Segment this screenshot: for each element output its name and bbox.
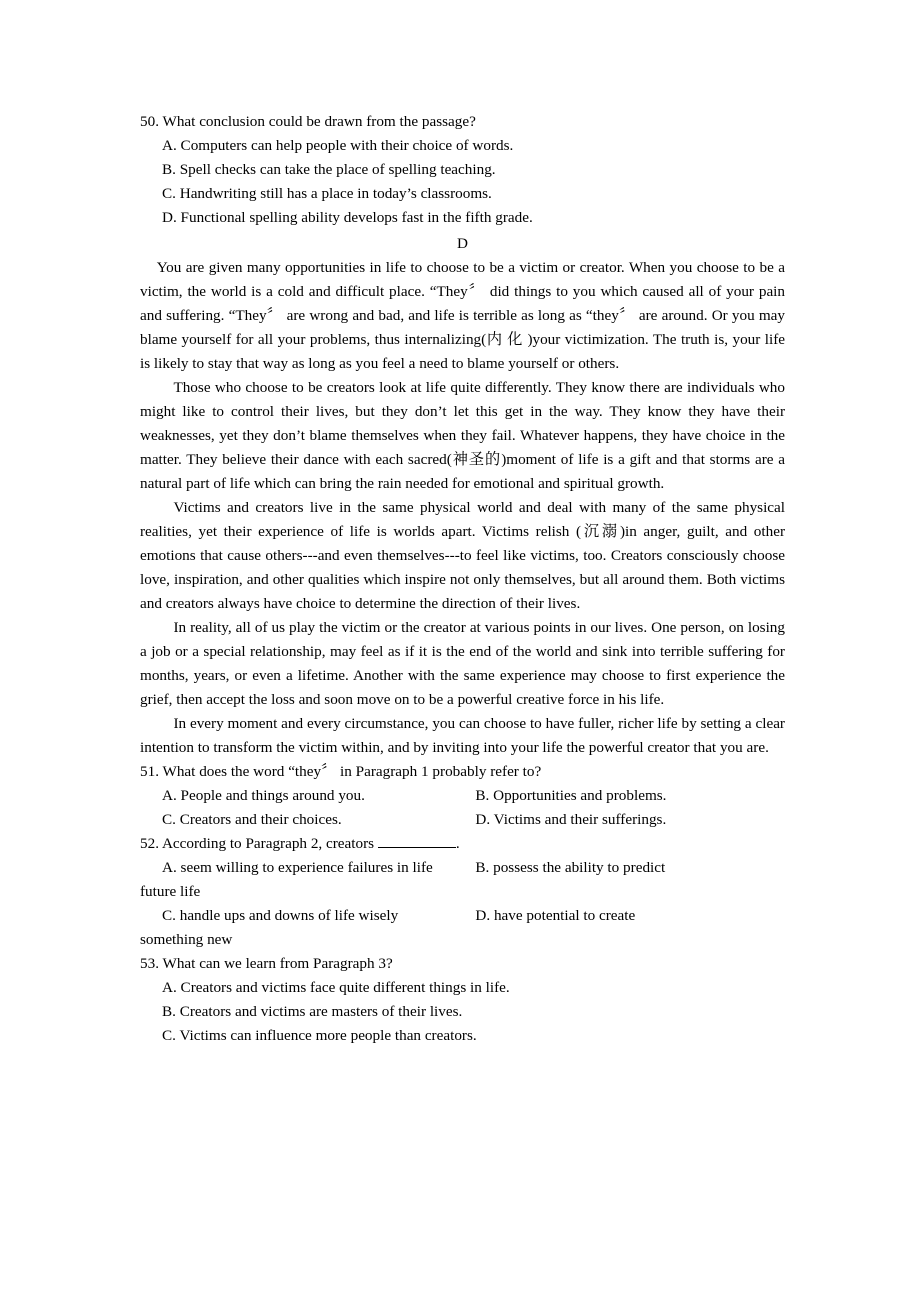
question-52-option-b-wrap: future life	[140, 883, 201, 900]
question-50-stem: 50. What conclusion could be drawn from the passage?	[140, 113, 476, 130]
question-51-row-2	[140, 808, 785, 832]
question-52-option-d-wrap: something new	[140, 931, 233, 948]
question-52-option-d: D. have potential to create	[475, 907, 636, 924]
question-52-stem	[140, 832, 785, 856]
question-52-row-1	[140, 856, 785, 880]
question-53-option-b: B. Creators and victims are masters of their lives.	[162, 1003, 463, 1020]
question-53-option-c: C. Victims can influence more people than creators.	[162, 1027, 477, 1044]
question-51-option-c: C. Creators and their choices.	[162, 811, 342, 828]
passage-paragraph-5: In every moment and every circumstance, you can choose to have fuller, richer life by setting a clear intention to transform the victim within, and by inviting into your life the powerful creator that you are.	[140, 715, 785, 756]
page-content	[140, 110, 785, 1048]
question-51-option-b: B. Opportunities and problems.	[475, 787, 667, 804]
passage-paragraph-4: In reality, all of us play the victim or the creator at various points in our lives. One person, on losing a job or a special relationship, may feel as if it is the end of the world and sink into terrible suffering for months, years, or even a lifetime. Another with the same experience may choose to first experience the grief, then accept the loss and soon move on to be a powerful creative force in his life.	[140, 619, 785, 708]
question-51-option-a: A. People and things around you.	[162, 787, 365, 804]
question-52-blank	[378, 847, 456, 848]
question-52-option-b: B. possess the ability to predict	[475, 859, 666, 876]
question-51-row-1	[140, 784, 785, 808]
question-51-option-d: D. Victims and their sufferings.	[475, 811, 667, 828]
question-52-stem-text: 52. According to Paragraph 2, creators	[140, 835, 378, 852]
question-51-stem: 51. What does the word “they〞 in Paragraph 1 probably refer to?	[140, 763, 542, 780]
question-50-option-b: B. Spell checks can take the place of spelling teaching.	[162, 161, 496, 178]
question-52-row-2	[140, 904, 785, 928]
passage-paragraph-1: You are given many opportunities in life to choose to be a victim or creator. When you choose to be a victim, the world is a cold and difficult place. “They〞 did things to you which caused all of your pain and suffering. “They〞 are wrong and bad, and life is terrible as long as “they〞 are around. Or you may blame yourself for all your problems, thus internalizing(内 化 )your victimization. The truth is, your life is likely to stay that way as long as you feel a need to blame yourself or others.	[140, 259, 785, 372]
question-50-option-d: D. Functional spelling ability develops fast in the fifth grade.	[162, 209, 533, 226]
question-53-option-a: A. Creators and victims face quite different things in life.	[162, 979, 510, 996]
section-letter-d: D	[457, 235, 468, 252]
question-52-option-c: C. handle ups and downs of life wisely	[162, 907, 399, 924]
question-52-option-a: A. seem willing to experience failures in life	[162, 859, 433, 876]
question-50-option-a: A. Computers can help people with their choice of words.	[162, 137, 514, 154]
question-53-stem: 53. What can we learn from Paragraph 3?	[140, 955, 393, 972]
passage-paragraph-3: Victims and creators live in the same physical world and deal with many of the same physical realities, yet their experience of life is worlds apart. Victims relish (沉溺)in anger, guilt, and other emotions that cause others---and even themselves---to feel like victims, too. Creators consciously choose love, inspiration, and other qualities which inspire not only themselves, but all around them. Both victims and creators always have choice to determine the direction of their lives.	[140, 499, 785, 612]
question-50-option-c: C. Handwriting still has a place in today’s classrooms.	[162, 185, 492, 202]
passage-paragraph-2: Those who choose to be creators look at life quite differently. They know there are individuals who might like to control their lives, but they don’t let this get in the way. They know they have their weaknesses, yet they don’t blame themselves when they fail. Whatever happens, they have choice in the matter. They believe their dance with each sacred(神圣的)moment of life is a gift and that storms are a natural part of life which can bring the rain needed for emotional and spiritual growth.	[140, 379, 785, 492]
question-52-stem-period: .	[455, 835, 460, 852]
